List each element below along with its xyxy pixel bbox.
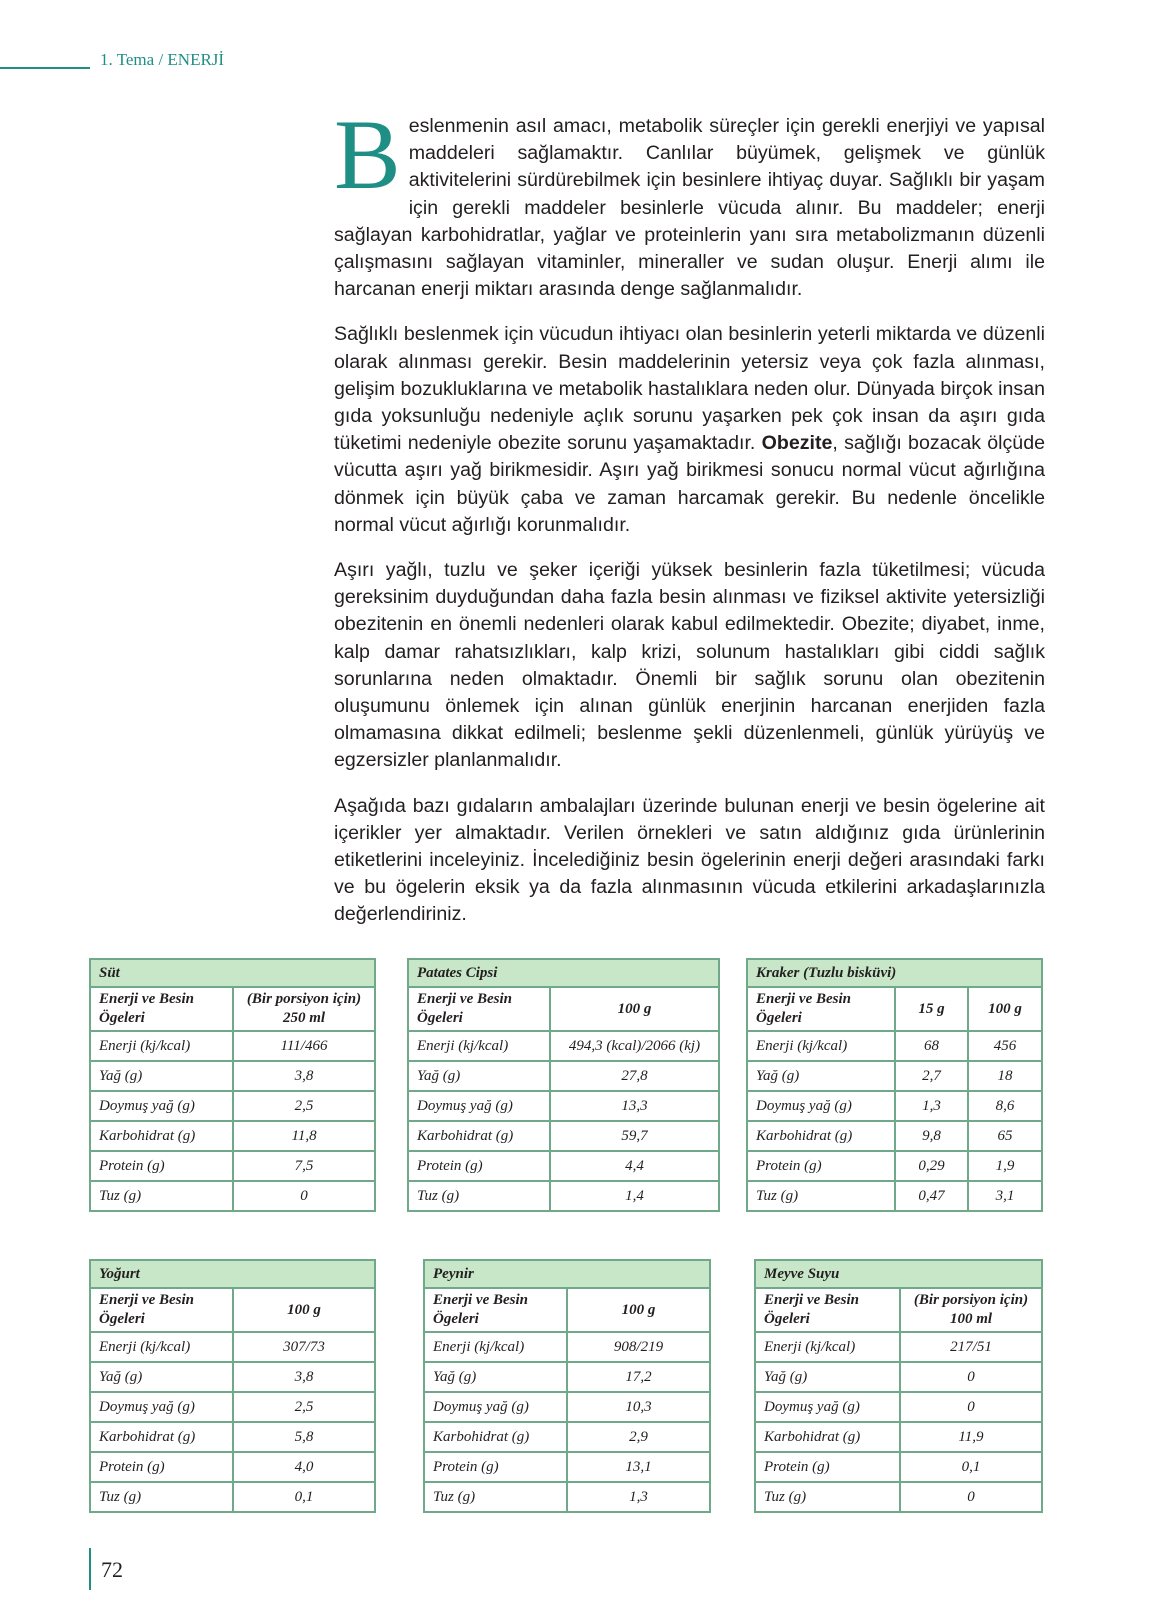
row-value: 0 bbox=[900, 1482, 1042, 1512]
row-value: 1,9 bbox=[968, 1151, 1042, 1181]
table-row bbox=[424, 1392, 710, 1422]
row-value: 3,8 bbox=[233, 1362, 375, 1392]
row-value: 17,2 bbox=[567, 1362, 710, 1392]
paragraph-2-text-b: , sağlığı bozacak ölçüde vücutta aşırı yağ birikmesidir. Aşırı yağ birikmesi sonucu normal vücut ağırlığına dönmek için büyük çaba ve zaman harcamak gerekir. Bu nedenle öncelikle normal vücut ağırlığı korunmalıdır. bbox=[334, 432, 1045, 536]
row-value: 3,8 bbox=[233, 1061, 375, 1091]
table-meyve-suyu bbox=[754, 1259, 1043, 1513]
row-label: Protein (g) bbox=[424, 1452, 567, 1482]
row-label: Tuz (g) bbox=[90, 1482, 233, 1512]
header-rule bbox=[0, 67, 90, 69]
row-label: Protein (g) bbox=[755, 1452, 900, 1482]
row-value: 4,4 bbox=[550, 1151, 719, 1181]
table-row bbox=[408, 1181, 719, 1211]
table-header-cell: 100 g bbox=[968, 987, 1042, 1031]
row-label: Yağ (g) bbox=[747, 1061, 895, 1091]
table-row bbox=[408, 1091, 719, 1121]
row-value: 2,7 bbox=[895, 1061, 968, 1091]
row-value: 494,3 (kcal)/2066 (kj) bbox=[550, 1031, 719, 1061]
row-value: 0,1 bbox=[900, 1452, 1042, 1482]
table-row bbox=[755, 1422, 1042, 1452]
table-row bbox=[90, 1121, 375, 1151]
row-value: 18 bbox=[968, 1061, 1042, 1091]
table-row bbox=[755, 1452, 1042, 1482]
paragraph-2 bbox=[334, 321, 1045, 539]
row-label: Karbohidrat (g) bbox=[424, 1422, 567, 1452]
row-value: 10,3 bbox=[567, 1392, 710, 1422]
row-value: 0 bbox=[900, 1362, 1042, 1392]
row-value: 7,5 bbox=[233, 1151, 375, 1181]
row-value: 1,4 bbox=[550, 1181, 719, 1211]
table-row bbox=[90, 1332, 375, 1362]
row-value: 0,1 bbox=[233, 1482, 375, 1512]
table-row bbox=[90, 1031, 375, 1061]
table-row bbox=[755, 1332, 1042, 1362]
table-title: Yoğurt bbox=[90, 1260, 375, 1288]
row-label: Yağ (g) bbox=[408, 1061, 550, 1091]
row-label: Karbohidrat (g) bbox=[90, 1422, 233, 1452]
table-row bbox=[747, 1121, 1042, 1151]
row-label: Enerji (kj/kcal) bbox=[747, 1031, 895, 1061]
table-row bbox=[90, 1482, 375, 1512]
table-row bbox=[408, 1061, 719, 1091]
table-row bbox=[424, 1332, 710, 1362]
row-value: 27,8 bbox=[550, 1061, 719, 1091]
table-row bbox=[90, 1181, 375, 1211]
drop-cap: B bbox=[334, 99, 401, 210]
row-value: 1,3 bbox=[567, 1482, 710, 1512]
row-value: 0 bbox=[900, 1392, 1042, 1422]
row-label: Doymuş yağ (g) bbox=[90, 1091, 233, 1121]
table-header-cell: Enerji ve Besin Ögeleri bbox=[755, 1288, 900, 1332]
row-value: 0,47 bbox=[895, 1181, 968, 1211]
row-value: 13,1 bbox=[567, 1452, 710, 1482]
table-row bbox=[755, 1362, 1042, 1392]
table-row bbox=[90, 1151, 375, 1181]
row-value: 0 bbox=[233, 1181, 375, 1211]
table-peynir bbox=[423, 1259, 711, 1513]
row-label: Enerji (kj/kcal) bbox=[90, 1332, 233, 1362]
row-label: Protein (g) bbox=[90, 1151, 233, 1181]
table-row bbox=[424, 1362, 710, 1392]
table-row bbox=[408, 1121, 719, 1151]
row-value: 1,3 bbox=[895, 1091, 968, 1121]
row-label: Tuz (g) bbox=[755, 1482, 900, 1512]
row-label: Enerji (kj/kcal) bbox=[90, 1031, 233, 1061]
row-label: Protein (g) bbox=[90, 1452, 233, 1482]
section-header: 1. Tema / ENERJİ bbox=[100, 50, 225, 69]
table-header-cell: Enerji ve Besin Ögeleri bbox=[424, 1288, 567, 1332]
row-label: Protein (g) bbox=[747, 1151, 895, 1181]
row-value: 8,6 bbox=[968, 1091, 1042, 1121]
row-value: 11,8 bbox=[233, 1121, 375, 1151]
row-value: 65 bbox=[968, 1121, 1042, 1151]
table-row bbox=[747, 1091, 1042, 1121]
row-label: Karbohidrat (g) bbox=[747, 1121, 895, 1151]
row-value: 9,8 bbox=[895, 1121, 968, 1151]
table-row bbox=[90, 1061, 375, 1091]
table-title: Kraker (Tuzlu bisküvi) bbox=[747, 959, 1042, 987]
row-label: Yağ (g) bbox=[90, 1362, 233, 1392]
row-label: Doymuş yağ (g) bbox=[755, 1392, 900, 1422]
table-sut bbox=[89, 958, 376, 1212]
row-label: Karbohidrat (g) bbox=[755, 1422, 900, 1452]
table-row bbox=[90, 1452, 375, 1482]
row-label: Tuz (g) bbox=[408, 1181, 550, 1211]
row-label: Karbohidrat (g) bbox=[408, 1121, 550, 1151]
table-header-cell: (Bir porsiyon için) 100 ml bbox=[900, 1288, 1042, 1332]
row-value: 217/51 bbox=[900, 1332, 1042, 1362]
table-header-cell: 100 g bbox=[567, 1288, 710, 1332]
row-label: Doymuş yağ (g) bbox=[424, 1392, 567, 1422]
obezite-term: Obezite bbox=[761, 432, 833, 455]
row-value: 5,8 bbox=[233, 1422, 375, 1452]
row-label: Karbohidrat (g) bbox=[90, 1121, 233, 1151]
row-value: 0,29 bbox=[895, 1151, 968, 1181]
body-text bbox=[334, 99, 1045, 947]
table-row bbox=[755, 1482, 1042, 1512]
paragraph-2-text-a: Sağlıklı beslenmek için vücudun ihtiyacı olan besinlerin yeterli miktarda ve düzenli olarak alınması gerekir. Besin maddelerinin yetersiz veya çok fazla alınması, gelişim bozukluklarına ve metabolik hastalıklara neden olur. Dünyada birçok insan gıda yoksunluğu nedeniyle açlık sorunu yaşarken pek çok insan da aşırı gıda tüketimi nedeniyle obezite sorunu yaşamaktadır. bbox=[334, 323, 1045, 455]
row-label: Tuz (g) bbox=[90, 1181, 233, 1211]
row-label: Yağ (g) bbox=[90, 1061, 233, 1091]
row-label: Tuz (g) bbox=[424, 1482, 567, 1512]
row-value: 11,9 bbox=[900, 1422, 1042, 1452]
row-label: Doymuş yağ (g) bbox=[90, 1392, 233, 1422]
row-label: Yağ (g) bbox=[755, 1362, 900, 1392]
table-yogurt bbox=[89, 1259, 376, 1513]
paragraph-3: Aşırı yağlı, tuzlu ve şeker içeriği yüksek besinlerin fazla tüketilmesi; vücuda gereksinim duyduğundan daha fazla besin alınması ve fiziksel aktivite yetersizliği obezitenin en önemli nedenleri olarak kabul edilmektedir. Obezite; diyabet, inme, kalp damar rahatsızlıkları, kalp krizi, solunum hastalıkları gibi ciddi sağlık sorunlarına neden olmaktadır. Önemli bir sağlık sorunu olan obezitenin oluşumunu önlemek için alınan günlük enerjinin harcanan enerjiden fazla olmamasına dikkat edilmeli; beslenme şekli düzenlenmeli, günlük yürüyüş ve egzersizler planlanmalıdır. bbox=[334, 559, 1045, 772]
table-header-cell: Enerji ve Besin Ögeleri bbox=[408, 987, 550, 1031]
row-value: 13,3 bbox=[550, 1091, 719, 1121]
row-value: 456 bbox=[968, 1031, 1042, 1061]
row-label: Enerji (kj/kcal) bbox=[755, 1332, 900, 1362]
row-value: 3,1 bbox=[968, 1181, 1042, 1211]
table-header-cell: 15 g bbox=[895, 987, 968, 1031]
paragraph-4: Aşağıda bazı gıdaların ambalajları üzerinde bulunan enerji ve besin ögelerine ait içerikler yer almaktadır. Verilen örnekleri ve satın aldığınız gıda ürünlerinin etiketlerini inceleyiniz. İncelediğiniz besin ögelerinin enerji değeri arasındaki farkı ve bu ögelerin eksik ya da fazla alınmasının vücuda etkilerini arkadaşlarınızla değerlendiriniz. bbox=[334, 794, 1045, 926]
row-value: 111/466 bbox=[233, 1031, 375, 1061]
row-label: Tuz (g) bbox=[747, 1181, 895, 1211]
row-value: 68 bbox=[895, 1031, 968, 1061]
table-header-cell: Enerji ve Besin Ögeleri bbox=[90, 1288, 233, 1332]
table-row bbox=[90, 1392, 375, 1422]
table-title: Peynir bbox=[424, 1260, 710, 1288]
row-value: 59,7 bbox=[550, 1121, 719, 1151]
paragraph-1 bbox=[334, 99, 1045, 303]
table-row bbox=[408, 1031, 719, 1061]
table-row bbox=[90, 1091, 375, 1121]
row-value: 2,9 bbox=[567, 1422, 710, 1452]
table-row bbox=[747, 1151, 1042, 1181]
table-row bbox=[90, 1362, 375, 1392]
page-number: 72 bbox=[101, 1557, 123, 1582]
table-row bbox=[424, 1452, 710, 1482]
table-patates-cipsi bbox=[407, 958, 720, 1212]
table-header-cell: 100 g bbox=[550, 987, 719, 1031]
table-title: Patates Cipsi bbox=[408, 959, 719, 987]
row-label: Enerji (kj/kcal) bbox=[408, 1031, 550, 1061]
row-value: 2,5 bbox=[233, 1392, 375, 1422]
table-header-cell: Enerji ve Besin Ögeleri bbox=[747, 987, 895, 1031]
table-kraker bbox=[746, 958, 1043, 1212]
row-value: 4,0 bbox=[233, 1452, 375, 1482]
table-header-cell: (Bir porsiyon için) 250 ml bbox=[233, 987, 375, 1031]
row-value: 307/73 bbox=[233, 1332, 375, 1362]
table-row bbox=[424, 1482, 710, 1512]
table-title: Süt bbox=[90, 959, 375, 987]
paragraph-1-text: eslenmenin asıl amacı, metabolik süreçler için gerekli enerjiyi ve yapısal maddeleri sağlamaktır. Canlılar büyümek, gelişmek ve günlük aktivitelerini sürdürebilmek için besinlere ihtiyaç duyar. Sağlıklı bir yaşam için gerekli maddeler besinlerle vücuda alınır. Bu maddeler; enerji sağlayan karbohidratlar, yağlar ve proteinlerin yanı sıra metabolizmanın düzenli çalışmasını sağlayan vitaminler, mineraller ve sudan oluşur. Enerji alımı ile harcanan enerji miktarı arasında denge sağlanmalıdır. bbox=[334, 115, 1045, 301]
row-label: Protein (g) bbox=[408, 1151, 550, 1181]
table-row bbox=[755, 1392, 1042, 1422]
table-row bbox=[408, 1151, 719, 1181]
row-label: Yağ (g) bbox=[424, 1362, 567, 1392]
table-row bbox=[747, 1181, 1042, 1211]
table-header-cell: 100 g bbox=[233, 1288, 375, 1332]
table-row bbox=[747, 1031, 1042, 1061]
row-label: Doymuş yağ (g) bbox=[747, 1091, 895, 1121]
row-value: 908/219 bbox=[567, 1332, 710, 1362]
table-header-cell: Enerji ve Besin Ögeleri bbox=[90, 987, 233, 1031]
row-value: 2,5 bbox=[233, 1091, 375, 1121]
row-label: Doymuş yağ (g) bbox=[408, 1091, 550, 1121]
row-label: Enerji (kj/kcal) bbox=[424, 1332, 567, 1362]
page-number-rule bbox=[89, 1548, 91, 1590]
table-title: Meyve Suyu bbox=[755, 1260, 1042, 1288]
table-row bbox=[90, 1422, 375, 1452]
table-row bbox=[747, 1061, 1042, 1091]
table-row bbox=[424, 1422, 710, 1452]
